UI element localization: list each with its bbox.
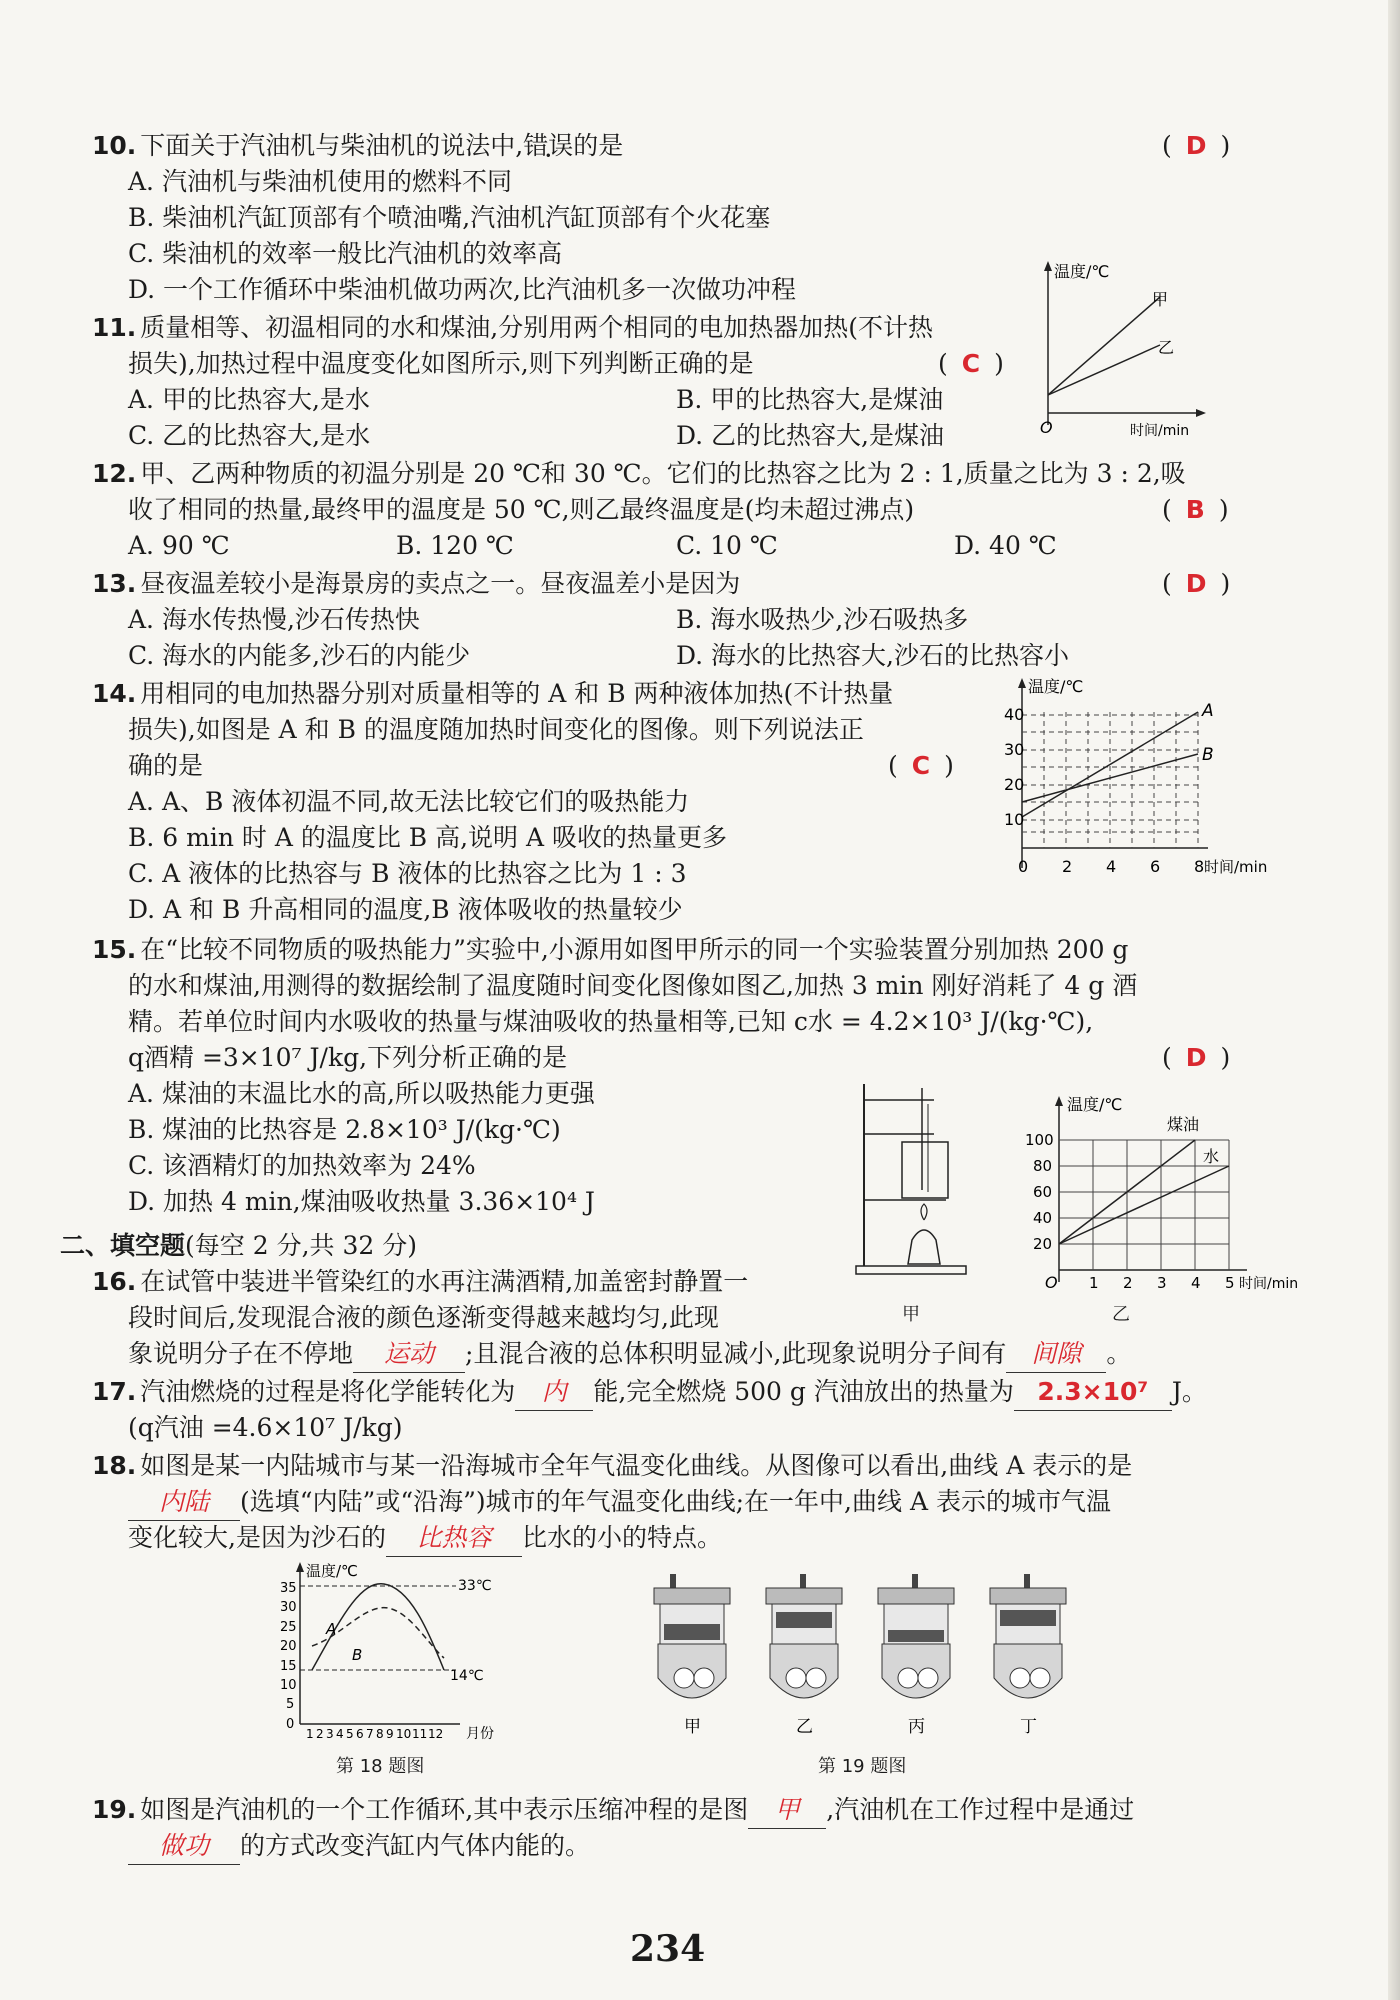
q14-stem-1: 14. 用相同的电加热器分别对质量相等的 A 和 B 两种液体加热(不计热量 — [92, 679, 894, 708]
q18-line-3: 变化较大,是因为沙石的 比热容 比水的小的特点。 — [128, 1520, 722, 1557]
y-axis-label: 温度/℃ — [1054, 262, 1110, 281]
q19-blank-2[interactable]: 做功 — [128, 1828, 240, 1865]
svg-text:8: 8 — [376, 1727, 384, 1741]
q12-option-b: B. 120 ℃ — [396, 531, 514, 560]
q15-stem-1: 15. 在“比较不同物质的吸热能力”实验中,小源用如图甲所示的同一个实验装置分别加热 200 g — [92, 935, 1129, 964]
q19-line-1: 19. 如图是汽油机的一个工作循环,其中表示压缩冲程的是图 甲 ,汽油机在工作过程中是通过 — [92, 1792, 1134, 1829]
label-curve-b: B — [352, 1646, 363, 1664]
q18-blank-2[interactable]: 比热容 — [386, 1520, 522, 1557]
svg-text:6: 6 — [356, 1727, 364, 1741]
q15-graph — [1015, 1090, 1299, 1305]
q14-option-c: C. A 液体的比热容与 B 液体的比热容之比为 1 : 3 — [128, 859, 687, 888]
ytick-40: 40 — [1033, 1209, 1053, 1227]
q16-blank-1[interactable]: 运动 — [353, 1336, 465, 1373]
y-axis-arrow — [1044, 261, 1052, 271]
q14-stem-2: 损失),如图是 A 和 B 的温度随加热时间变化的图像。则下列说法正 — [128, 715, 864, 744]
label-a: A — [1202, 701, 1214, 721]
q17-blank-1[interactable]: 内 — [515, 1374, 593, 1411]
figure-jia-caption: 甲 — [902, 1304, 920, 1325]
xtick-4: 4 — [1106, 857, 1117, 876]
svg-text:1: 1 — [306, 1727, 314, 1741]
q15-answer: ( D ) — [1162, 1043, 1231, 1072]
label-jia: 甲 — [1152, 290, 1169, 309]
ytick-60: 60 — [1033, 1183, 1053, 1201]
svg-text:4: 4 — [336, 1727, 344, 1741]
xtick-1: 1 — [1089, 1274, 1099, 1292]
label-b: B — [1202, 745, 1214, 765]
page-number: 234 — [630, 1928, 706, 1970]
x-axis-label: 时间/min — [1204, 858, 1268, 876]
section-fill-in-title: 二、填空题(每空 2 分,共 32 分) — [60, 1231, 417, 1260]
q13-option-b: B. 海水吸热少,沙石吸热多 — [676, 605, 969, 634]
ytick-35: 35 — [280, 1581, 297, 1596]
q10-stem: 10. 下面关于汽油机与柴油机的说法中,错误的是 — [92, 131, 624, 160]
ytick-0: 0 — [286, 1717, 295, 1732]
svg-text:11: 11 — [412, 1727, 428, 1741]
page-edge-shadow — [1388, 0, 1400, 2000]
q13-stem: 13. 昼夜温差较小是海景房的卖点之一。昼夜温差小是因为 — [92, 569, 741, 598]
alcohol-lamp — [908, 1230, 940, 1264]
max-temp-label: 33℃ — [458, 1578, 492, 1594]
label-water: 水 — [1203, 1147, 1220, 1166]
figure-yi-caption: 乙 — [1112, 1304, 1130, 1325]
q19-blank-1[interactable]: 甲 — [748, 1792, 826, 1829]
q18-blank-1[interactable]: 内陆 — [128, 1484, 240, 1521]
q15-apparatus-figure — [842, 1080, 992, 1300]
x-axis-arrow — [1196, 409, 1206, 417]
q17-line-2: (q汽油 =4.6×10⁷ J/kg) — [128, 1413, 403, 1442]
svg-text:5: 5 — [346, 1727, 354, 1741]
q14-graph — [1000, 672, 1268, 892]
ytick-20: 20 — [280, 1639, 297, 1654]
q12-option-d: D. 40 ℃ — [954, 531, 1057, 560]
engine-label-jia: 甲 — [684, 1717, 701, 1737]
q15-option-c: C. 该酒精灯的加热效率为 24% — [128, 1151, 476, 1180]
y-axis-arrow — [1018, 678, 1026, 688]
line-yi — [1048, 345, 1160, 395]
q13-answer: ( D ) — [1162, 569, 1231, 598]
x-axis-label: 时间/min — [1130, 423, 1190, 439]
xtick-6: 6 — [1150, 857, 1161, 876]
xtick-2: 2 — [1123, 1274, 1133, 1292]
q10-answer: ( D ) — [1162, 131, 1231, 160]
q11-stem-2: 损失),加热过程中温度变化如图所示,则下列判断正确的是 — [128, 349, 754, 378]
ytick-30: 30 — [1004, 740, 1025, 759]
q12-answer: ( B ) — [1162, 495, 1229, 524]
q12-option-a: A. 90 ℃ — [128, 531, 230, 560]
ytick-80: 80 — [1033, 1157, 1053, 1175]
q18-line-2: 内陆 (选填“内陆”或“沿海”)城市的年气温变化曲线;在一年中,曲线 A 表示的城市气温 — [128, 1484, 1111, 1521]
xtick-2: 2 — [1062, 857, 1073, 876]
q18-xticks — [306, 1727, 443, 1741]
q16-line-3: 象说明分子在不停地 运动 ;且混合液的总体积明显减小,此现象说明分子间有 间隙 。 — [128, 1336, 1131, 1373]
q11-graph — [1030, 255, 1210, 440]
q15-option-b: B. 煤油的比热容是 2.8×10³ J/(kg·℃) — [128, 1115, 561, 1144]
y-axis-label: 温度/℃ — [306, 1562, 358, 1580]
q10-option-a: A. 汽油机与柴油机使用的燃料不同 — [128, 167, 512, 196]
x-axis-label: 时间/min — [1239, 1276, 1299, 1292]
min-temp-label: 14℃ — [450, 1668, 484, 1684]
xtick-5: 5 — [1225, 1274, 1235, 1292]
engine-label-yi: 乙 — [796, 1717, 813, 1737]
engine-label-ding: 丁 — [1020, 1717, 1037, 1737]
line-water — [1059, 1166, 1229, 1244]
ytick-100: 100 — [1025, 1131, 1054, 1149]
q14-option-b: B. 6 min 时 A 的温度比 B 高,说明 A 吸收的热量更多 — [128, 823, 727, 852]
xtick-3: 3 — [1157, 1274, 1167, 1292]
y-axis-label: 温度/℃ — [1028, 677, 1084, 696]
line-a — [1022, 712, 1198, 817]
engine-ding — [990, 1574, 1066, 1698]
q15-option-d: D. 加热 4 min,煤油吸收热量 3.36×10⁴ J — [128, 1187, 595, 1216]
q18-graph — [260, 1560, 520, 1740]
q15-option-a: A. 煤油的末温比水的高,所以吸热能力更强 — [128, 1079, 595, 1108]
q15-stem-4: q酒精 =3×10⁷ J/kg,下列分析正确的是 — [128, 1043, 568, 1072]
stand-base — [856, 1266, 966, 1274]
q11-option-b: B. 甲的比热容大,是煤油 — [676, 385, 944, 414]
emphasis-text: 错误 — [523, 131, 574, 160]
beaker — [902, 1142, 948, 1198]
xtick-8: 8 — [1194, 857, 1205, 876]
engine-yi — [766, 1574, 842, 1698]
label-curve-a: A — [326, 1620, 337, 1638]
x-axis-label: 月份 — [466, 1726, 494, 1742]
origin-label: O — [1045, 1273, 1058, 1292]
q19-line-2: 做功 的方式改变汽缸内气体内能的。 — [128, 1828, 590, 1865]
ytick-20: 20 — [1033, 1235, 1053, 1253]
q10-option-c: C. 柴油机的效率一般比汽油机的效率高 — [128, 239, 563, 268]
svg-text:9: 9 — [386, 1727, 394, 1741]
ytick-5: 5 — [286, 1697, 295, 1712]
ytick-25: 25 — [280, 1620, 297, 1635]
svg-text:7: 7 — [366, 1727, 374, 1741]
ytick-10: 10 — [1004, 810, 1025, 829]
q12-stem-2: 收了相同的热量,最终甲的温度是 50 ℃,则乙最终温度是(均未超过沸点) — [128, 495, 915, 524]
origin-label: O — [1040, 418, 1053, 437]
q14-option-d: D. A 和 B 升高相同的温度,B 液体吸收的热量较少 — [128, 895, 683, 924]
q11-option-c: C. 乙的比热容大,是水 — [128, 421, 371, 450]
q14-gridlines — [1022, 712, 1198, 848]
q17-line-1: 17. 汽油燃烧的过程是将化学能转化为 内 能,完全燃烧 500 g 汽油放出的热量为 2.3×10⁷ J。 — [92, 1374, 1207, 1411]
q16-line-1: 16. 在试管中装进半管染红的水再注满酒精,加盖密封静置一 — [92, 1267, 749, 1296]
engine-bing — [878, 1574, 954, 1698]
q17-blank-2[interactable]: 2.3×10⁷ — [1014, 1374, 1172, 1411]
q12-stem-1: 12. 甲、乙两种物质的初温分别是 20 ℃和 30 ℃。它们的比热容之比为 2 : 1,质量之比为 3 : 2,吸 — [92, 459, 1186, 488]
q13-option-d: D. 海水的比热容大,沙石的比热容小 — [676, 641, 1069, 670]
q11-answer: ( C ) — [938, 349, 1004, 378]
line-jia — [1048, 297, 1160, 395]
q19-caption: 第 19 题图 — [818, 1756, 907, 1777]
q14-answer: ( C ) — [888, 751, 954, 780]
ytick-10: 10 — [280, 1678, 297, 1693]
q10-option-b: B. 柴油机汽缸顶部有个喷油嘴,汽油机汽缸顶部有个火花塞 — [128, 203, 771, 232]
q14-stem-3: 确的是 — [128, 751, 204, 780]
ytick-20: 20 — [1004, 775, 1025, 794]
svg-text:10: 10 — [396, 1727, 412, 1741]
q14-option-a: A. A、B 液体初温不同,故无法比较它们的吸热能力 — [128, 787, 690, 816]
q19-engines-figure — [640, 1568, 1100, 1738]
ytick-40: 40 — [1004, 705, 1025, 724]
y-axis-label: 温度/℃ — [1067, 1095, 1123, 1114]
q18-line-1: 18. 如图是某一内陆城市与某一沿海城市全年气温变化曲线。从图像可以看出,曲线 A 表示的是 — [92, 1451, 1133, 1480]
q16-blank-2[interactable]: 间隙 — [1006, 1336, 1106, 1373]
xtick-4: 4 — [1191, 1274, 1201, 1292]
q11-stem-1: 11. 质量相等、初温相同的水和煤油,分别用两个相同的电加热器加热(不计热 — [92, 313, 933, 342]
q13-option-c: C. 海水的内能多,沙石的内能少 — [128, 641, 471, 670]
ytick-15: 15 — [280, 1659, 297, 1674]
q11-option-d: D. 乙的比热容大,是煤油 — [676, 421, 944, 450]
q12-option-c: C. 10 ℃ — [676, 531, 778, 560]
label-yi: 乙 — [1158, 338, 1175, 357]
y-axis-arrow — [296, 1562, 304, 1572]
ytick-30: 30 — [280, 1600, 297, 1615]
engine-jia — [654, 1574, 730, 1698]
q13-option-a: A. 海水传热慢,沙石传热快 — [128, 605, 420, 634]
svg-text:3: 3 — [326, 1727, 334, 1741]
svg-text:12: 12 — [428, 1727, 444, 1741]
q11-option-a: A. 甲的比热容大,是水 — [128, 385, 370, 414]
q15-stem-2: 的水和煤油,用测得的数据绘制了温度随时间变化图像如图乙,加热 3 min 刚好消耗了 4 g 酒 — [128, 971, 1138, 1000]
y-axis-arrow — [1055, 1096, 1063, 1106]
q15-stem-3: 精。若单位时间内水吸收的热量与煤油吸收的热量相等,已知 c水 = 4.2×10³ J/(kg·℃), — [128, 1007, 1094, 1036]
svg-text:2: 2 — [316, 1727, 324, 1741]
q16-line-2: 段时间后,发现混合液的颜色逐渐变得越来越均匀,此现 — [128, 1303, 719, 1332]
flame-icon — [921, 1204, 927, 1220]
q10-option-d: D. 一个工作循环中柴油机做功两次,比汽油机多一次做功冲程 — [128, 275, 796, 304]
q18-caption: 第 18 题图 — [336, 1756, 425, 1777]
label-kerosene: 煤油 — [1167, 1115, 1200, 1134]
xtick-0: 0 — [1018, 857, 1029, 876]
engine-label-bing: 丙 — [908, 1717, 925, 1737]
